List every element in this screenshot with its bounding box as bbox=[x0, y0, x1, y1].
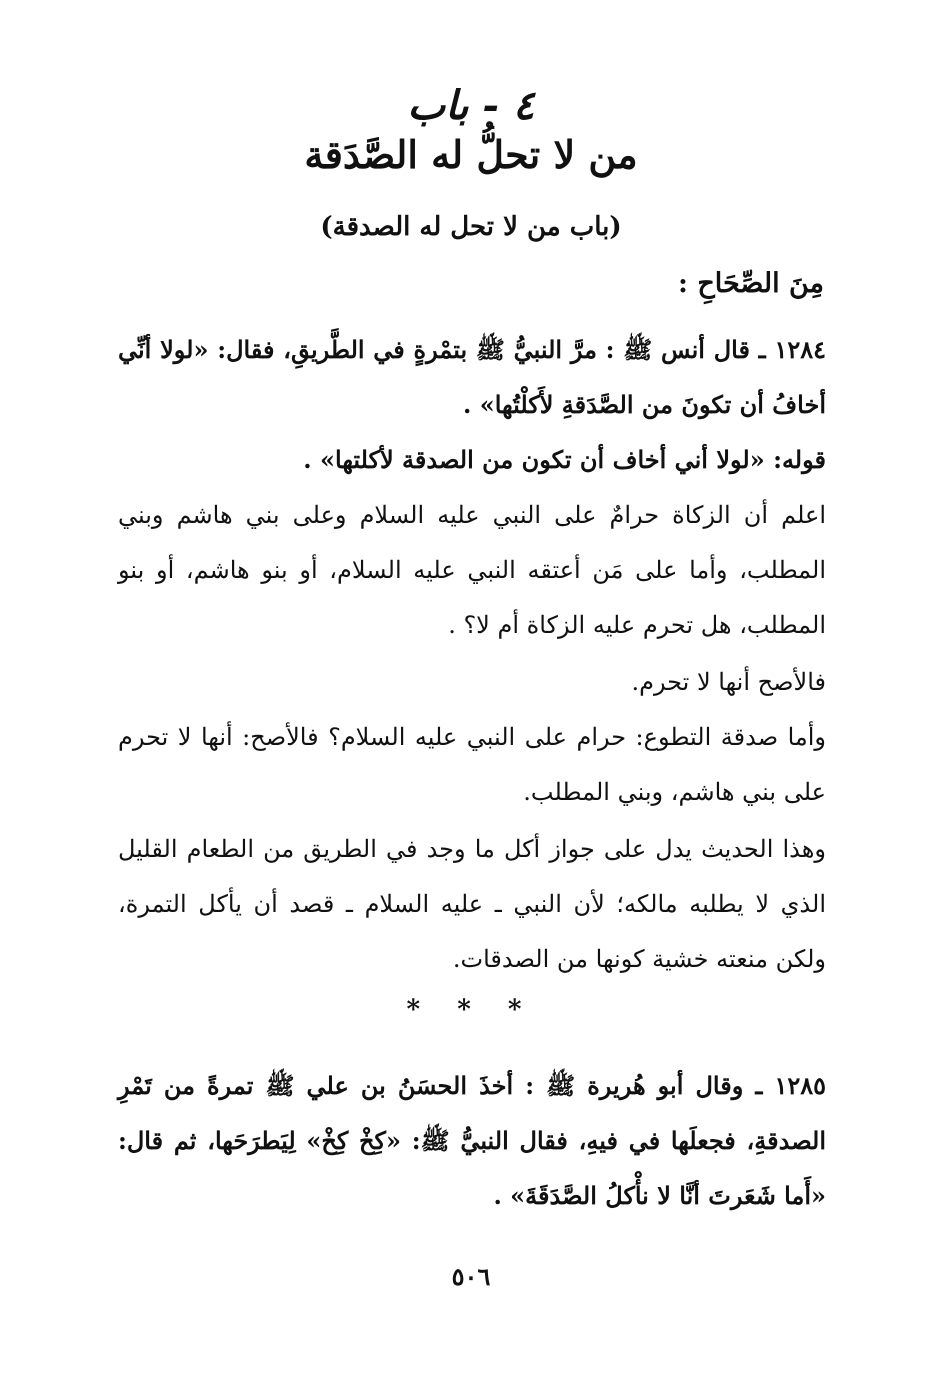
chapter-title: من لا تحلُّ له الصَّدَقة bbox=[304, 132, 638, 177]
commentary-paragraph: فالأصح أنها لا تحرم. bbox=[631, 668, 826, 696]
hadith-1284: ١٢٨٤ ـ قال أنس ﷺ : مرَّ النبيُّ ﷺ بتمْرةٍ في الطَّريقِ، فقال: «لولا أنِّي أخافُ أن تكونَ من الصَّدَقةِ لأَكلْتُها» . bbox=[118, 335, 826, 419]
source-label: مِنَ الصِّحَاحِ : bbox=[677, 268, 824, 299]
commentary-quote: قوله: «لولا أني أخاف أن تكون من الصدقة لأكلتها» . bbox=[303, 445, 826, 474]
section-separator: * * * bbox=[406, 995, 536, 1025]
commentary-paragraph: اعلم أن الزكاة حرامٌ على النبي عليه السلام وعلى بني هاشم وبني المطلب، وأما على مَن أعتقه النبي عليه السلام، أو بنو هاشم، أو بنو المطلب، هل تحرم عليه الزكاة أم لا؟ . bbox=[118, 501, 826, 639]
commentary-paragraph: وهذا الحديث يدل على جواز أكل ما وجد في الطريق من الطعام القليل الذي لا يطلبه مالكه؛ لأن النبي ـ عليه السلام ـ قصد أن يأكل التمرة، ولكن منعته خشية كونها من الصدقات. bbox=[118, 835, 826, 973]
chapter-number: ٤ - باب bbox=[407, 82, 535, 129]
page-number: ٥٠٦ bbox=[451, 1262, 491, 1291]
hadith-1285: ١٢٨٥ ـ وقال أبو هُريرة ﷺ : أخذَ الحسَنُ بن علي ﷺ تمرةً من تَمْرِ الصدقةِ، فجعلَها في فيهِ، فقال النبيُّ ﷺ: «كِخْ كِخْ» لِيَطرَحَها، ثم قال: «أَما شَعَرتَ أنَّا لا نأْكلُ الصَّدَقَةَ» . bbox=[118, 1071, 826, 1210]
commentary-paragraph: وأما صدقة التطوع: حرام على النبي عليه السلام؟ فالأصح: أنها لا تحرم على بني هاشم، وبني المطلب. bbox=[118, 723, 826, 806]
chapter-subtitle: (باب من لا تحل له الصدقة) bbox=[320, 212, 622, 242]
